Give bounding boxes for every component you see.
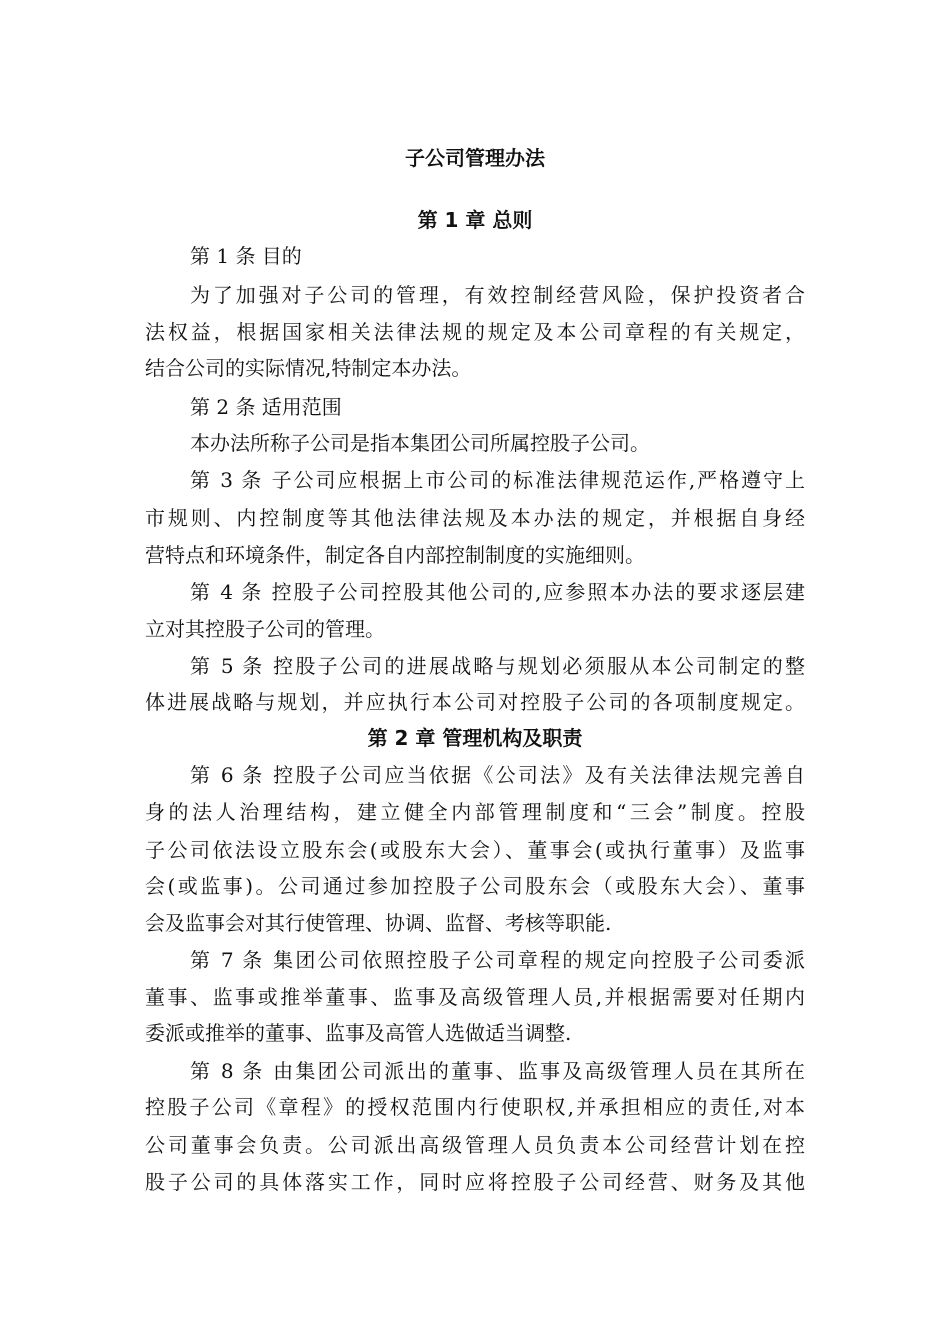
article-8-line: 公司董事会负责。公司派出高级管理人员负责本公司经营计划在控: [145, 1133, 805, 1157]
article-1-heading: 第 1 条 目的: [190, 244, 302, 268]
article-6-line: 子公司依法设立股东会(或股东大会）、董事会(或执行董事）及监事: [145, 838, 805, 862]
article-6-line: 身的法人治理结构，建立健全内部管理制度和“三会”制度。控股: [145, 800, 805, 824]
article-1-line: 为了加强对子公司的管理，有效控制经营风险，保护投资者合: [190, 283, 805, 307]
article-5-line: 第 5 条 控股子公司的进展战略与规划必须服从本公司制定的整: [190, 654, 805, 678]
article-3-line: 营特点和环境条件，制定各自内部控制制度的实施细则。: [145, 543, 645, 567]
article-1-line: 法权益，根据国家相关法律法规的规定及本公司章程的有关规定，: [145, 320, 805, 344]
article-7-line: 董事、监事或推举董事、监事及高级管理人员,并根据需要对任期内: [145, 985, 805, 1009]
article-8-line: 第 8 条 由集团公司派出的董事、监事及高级管理人员在其所在: [190, 1059, 805, 1083]
article-6-line: 第 6 条 控股子公司应当依据《公司法》及有关法律法规完善自: [190, 763, 805, 787]
article-7-line: 第 7 条 集团公司依照控股子公司章程的规定向控股子公司委派: [190, 948, 805, 972]
chapter-1-heading: 第 1 章 总则: [417, 208, 533, 232]
article-8-line: 股子公司的具体落实工作，同时应将控股子公司经营、财务及其他: [145, 1170, 805, 1194]
article-3-line: 第 3 条 子公司应根据上市公司的标准法律规范运作,严格遵守上: [190, 468, 805, 492]
article-5-line: 体进展战略与规划，并应执行本公司对控股子公司的各项制度规定。: [145, 690, 805, 714]
article-2-line: 本办法所称子公司是指本集团公司所属控股子公司。: [190, 431, 650, 455]
article-6-line: 会及监事会对其行使管理、协调、监督、考核等职能.: [145, 911, 612, 935]
article-2-heading: 第 2 条 适用范围: [190, 395, 342, 419]
article-1-line: 结合公司的实际情况,特制定本办法。: [145, 356, 472, 380]
article-3-line: 市规则、内控制度等其他法律法规及本办法的规定，并根据自身经: [145, 506, 805, 530]
chapter-2-heading: 第 2 章 管理机构及职责: [367, 726, 583, 750]
article-6-line: 会(或监事)。公司通过参加控股子公司股东会（或股东大会）、董事: [145, 874, 805, 898]
document-title: 子公司管理办法: [405, 146, 545, 170]
article-7-line: 委派或推举的董事、监事及高管人选做适当调整.: [145, 1021, 572, 1045]
article-8-line: 控股子公司《章程》的授权范围内行使职权,并承担相应的责任,对本: [145, 1095, 805, 1119]
article-4-line: 第 4 条 控股子公司控股其他公司的,应参照本办法的要求逐层建: [190, 580, 805, 604]
article-4-line: 立对其控股子公司的管理。: [145, 617, 385, 641]
